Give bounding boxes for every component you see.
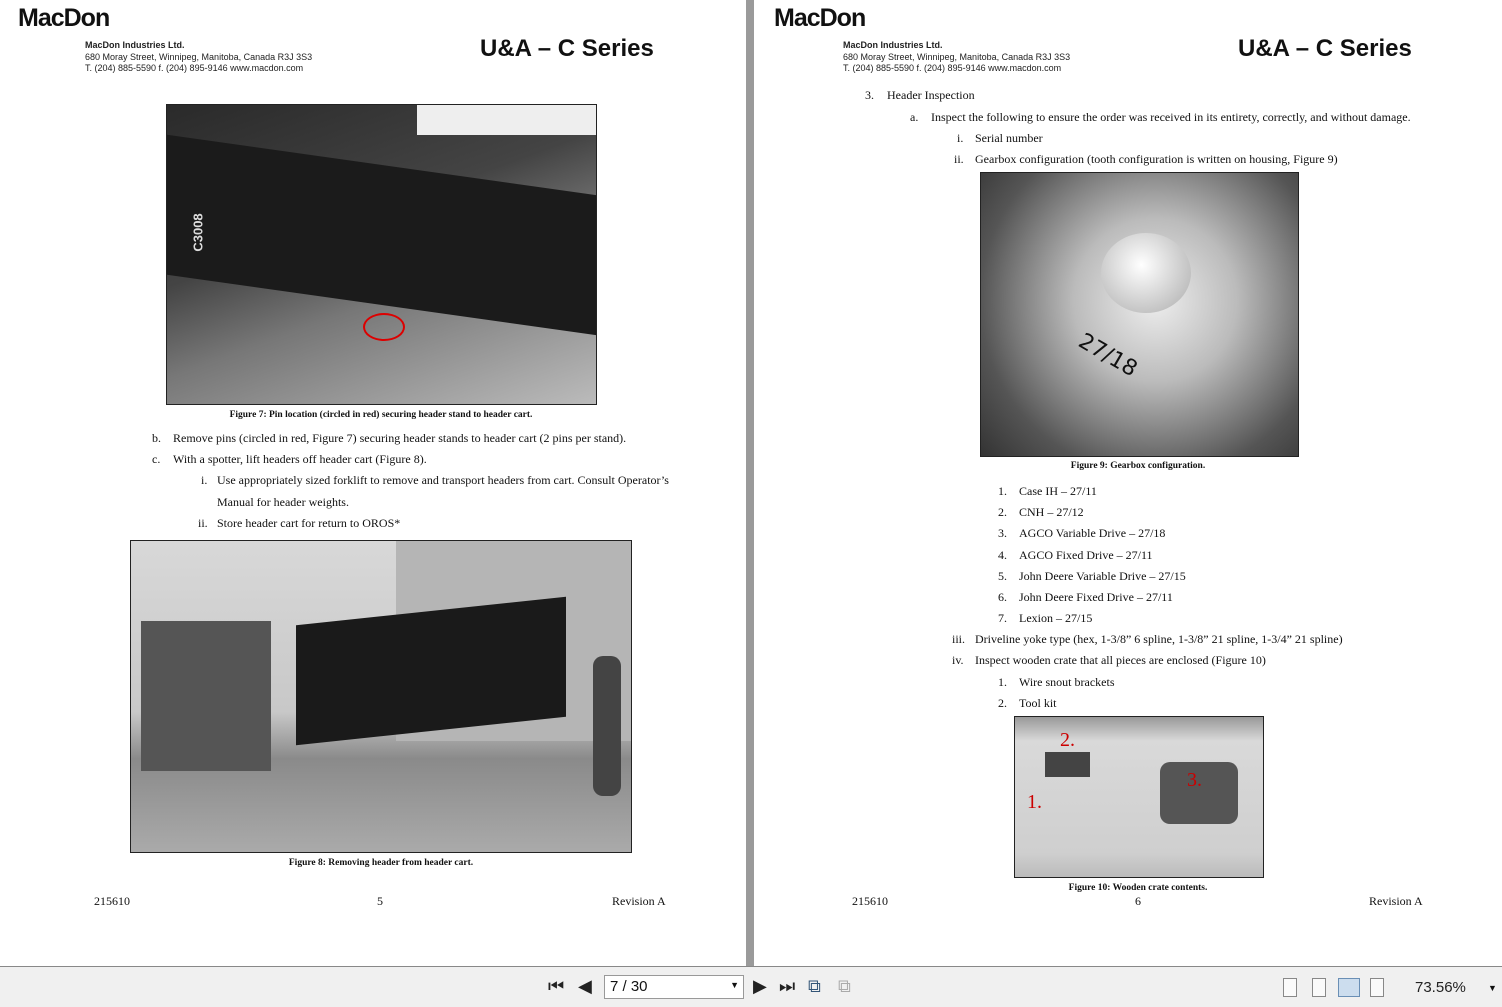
footer-revision: Revision A: [1369, 894, 1423, 908]
list-marker: 6.: [998, 590, 1007, 604]
next-view-icon[interactable]: ⧉: [838, 976, 851, 997]
list-marker: b.: [152, 431, 161, 445]
list-item: Use appropriately sized forklift to remove and transport headers from cart. Consult Operator’s: [217, 473, 669, 487]
list-marker: 5.: [998, 568, 1007, 583]
next-page-icon[interactable]: ▶: [753, 976, 767, 997]
gearbox-item: AGCO Variable Drive – 27/18: [1019, 526, 1166, 541]
footer-revision: Revision A: [612, 894, 666, 908]
list-marker: 2.: [998, 505, 1007, 520]
gearbox-item: CNH – 27/12: [1019, 505, 1084, 520]
list-item: Remove pins (circled in red, Figure 7) securing header stands to header cart (2 pins per stand).: [173, 431, 627, 445]
macdon-logo: MacDon: [18, 4, 110, 32]
list-item: Tool kit: [1019, 696, 1057, 710]
header-body: [167, 135, 597, 335]
gearbox-marking: 27/18: [1073, 328, 1142, 383]
gearbox-item: John Deere Variable Drive – 27/15: [1019, 568, 1186, 583]
chevron-down-icon[interactable]: ▼: [730, 980, 739, 990]
list-item: Inspect wooden crate that all pieces are enclosed (Figure 10): [975, 653, 1266, 667]
list-marker: 7.: [998, 611, 1007, 626]
list-item: Wire snout brackets: [1019, 675, 1115, 689]
list-marker: ii.: [954, 152, 964, 166]
gearbox-item: John Deere Fixed Drive – 27/11: [1019, 590, 1173, 604]
list-marker: 3.: [865, 88, 874, 102]
footer-doc-number: 215610: [852, 894, 888, 908]
facing-view-icon[interactable]: [1338, 978, 1360, 997]
figure-10-caption: Figure 10: Wooden crate contents.: [1068, 883, 1208, 893]
page-number-value: 7 / 30: [610, 978, 648, 995]
address-line: 680 Moray Street, Winnipeg, Manitoba, Canada R3J 3S3: [85, 51, 313, 62]
figure-8-caption: Figure 8: Removing header from header cart.: [288, 858, 474, 868]
list-marker: c.: [152, 452, 161, 466]
list-marker: 3.: [998, 526, 1007, 541]
crate-label-1: 1.: [1027, 791, 1042, 813]
previous-view-icon[interactable]: ⧉: [808, 976, 821, 997]
company-name: MacDon Industries Ltd.: [85, 40, 185, 50]
zoom-level[interactable]: 73.56%: [1415, 979, 1466, 996]
bottom-toolbar: [0, 966, 1502, 1007]
first-page-icon[interactable]: ⏮: [548, 976, 565, 997]
list-marker: iii.: [952, 632, 966, 646]
list-marker: a.: [910, 110, 919, 124]
person: [593, 656, 621, 796]
footer-page-number: 5: [377, 894, 383, 908]
list-marker: 4.: [998, 547, 1007, 562]
pdf-page-6: [754, 0, 1502, 966]
red-circle-marker: [363, 313, 405, 341]
page-number-input[interactable]: [604, 975, 744, 999]
crate-label-2: 2.: [1060, 729, 1075, 751]
doc-title: U&A – C Series: [480, 35, 654, 62]
list-item: Gearbox configuration (tooth configuration is written on housing, Figure 9): [975, 152, 1338, 166]
figure-9-caption: Figure 9: Gearbox configuration.: [1070, 461, 1206, 471]
list-item: Store header cart for return to OROS*: [217, 516, 401, 530]
company-address: [843, 40, 1070, 75]
single-page-view-icon[interactable]: [1283, 978, 1297, 997]
company-name: MacDon Industries Ltd.: [843, 40, 943, 50]
list-marker: 2.: [998, 696, 1007, 710]
phone-line: T. (204) 885-5590 f. (204) 895-9146 www.macdon.com: [843, 63, 1062, 73]
gearbox-cap: [1101, 233, 1191, 313]
figure-9-image: [980, 172, 1299, 457]
list-marker: 1.: [998, 675, 1007, 689]
gearbox-item: AGCO Fixed Drive – 27/11: [1019, 547, 1153, 562]
previous-page-icon[interactable]: ◀: [578, 976, 592, 997]
last-page-icon[interactable]: ⏭: [779, 976, 796, 997]
list-marker: i.: [201, 473, 208, 487]
list-marker: 1.: [998, 484, 1007, 498]
list-item: With a spotter, lift headers off header cart (Figure 8).: [173, 452, 427, 466]
zoom-dropdown-icon[interactable]: ▼: [1488, 983, 1497, 993]
gearbox-item: Case IH – 27/11: [1019, 484, 1097, 498]
company-address: [85, 40, 312, 75]
forklift: [141, 621, 271, 771]
wrap: [417, 105, 597, 135]
bracket: [1045, 752, 1090, 777]
figure-8-image: [130, 540, 632, 853]
list-item: Serial number: [975, 131, 1043, 145]
model-label: C3008: [190, 213, 206, 252]
figure-7-image: [166, 104, 597, 405]
list-marker: iv.: [952, 653, 964, 667]
list-item: Driveline yoke type (hex, 1-3/8” 6 spline, 1-3/8” 21 spline, 1-3/4” 21 spline): [975, 632, 1343, 646]
doc-title: U&A – C Series: [1238, 35, 1412, 62]
list-marker: i.: [957, 131, 964, 145]
address-line: 680 Moray Street, Winnipeg, Manitoba, Canada R3J 3S3: [843, 51, 1071, 62]
crate-label-3: 3.: [1187, 769, 1202, 791]
list-marker: ii.: [198, 516, 208, 530]
list-item: Header Inspection: [887, 88, 975, 102]
figure-10-image: [1014, 716, 1264, 878]
phone-line: T. (204) 885-5590 f. (204) 895-9146 www.macdon.com: [85, 63, 304, 73]
footer-page-number: 6: [1135, 894, 1141, 908]
list-item: Manual for header weights.: [217, 495, 349, 509]
pdf-page-5: [0, 0, 746, 966]
figure-7-caption: Figure 7: Pin location (circled in red) securing header stand to header cart.: [229, 410, 533, 420]
continuous-view-icon[interactable]: [1312, 978, 1326, 997]
continuous-facing-view-icon[interactable]: [1370, 978, 1384, 997]
gearbox-item: Lexion – 27/15: [1019, 611, 1093, 626]
macdon-logo: MacDon: [774, 4, 866, 32]
footer-doc-number: 215610: [94, 894, 130, 908]
list-item: Inspect the following to ensure the order was received in its entirety, correctly, and without damage.: [931, 110, 1411, 124]
